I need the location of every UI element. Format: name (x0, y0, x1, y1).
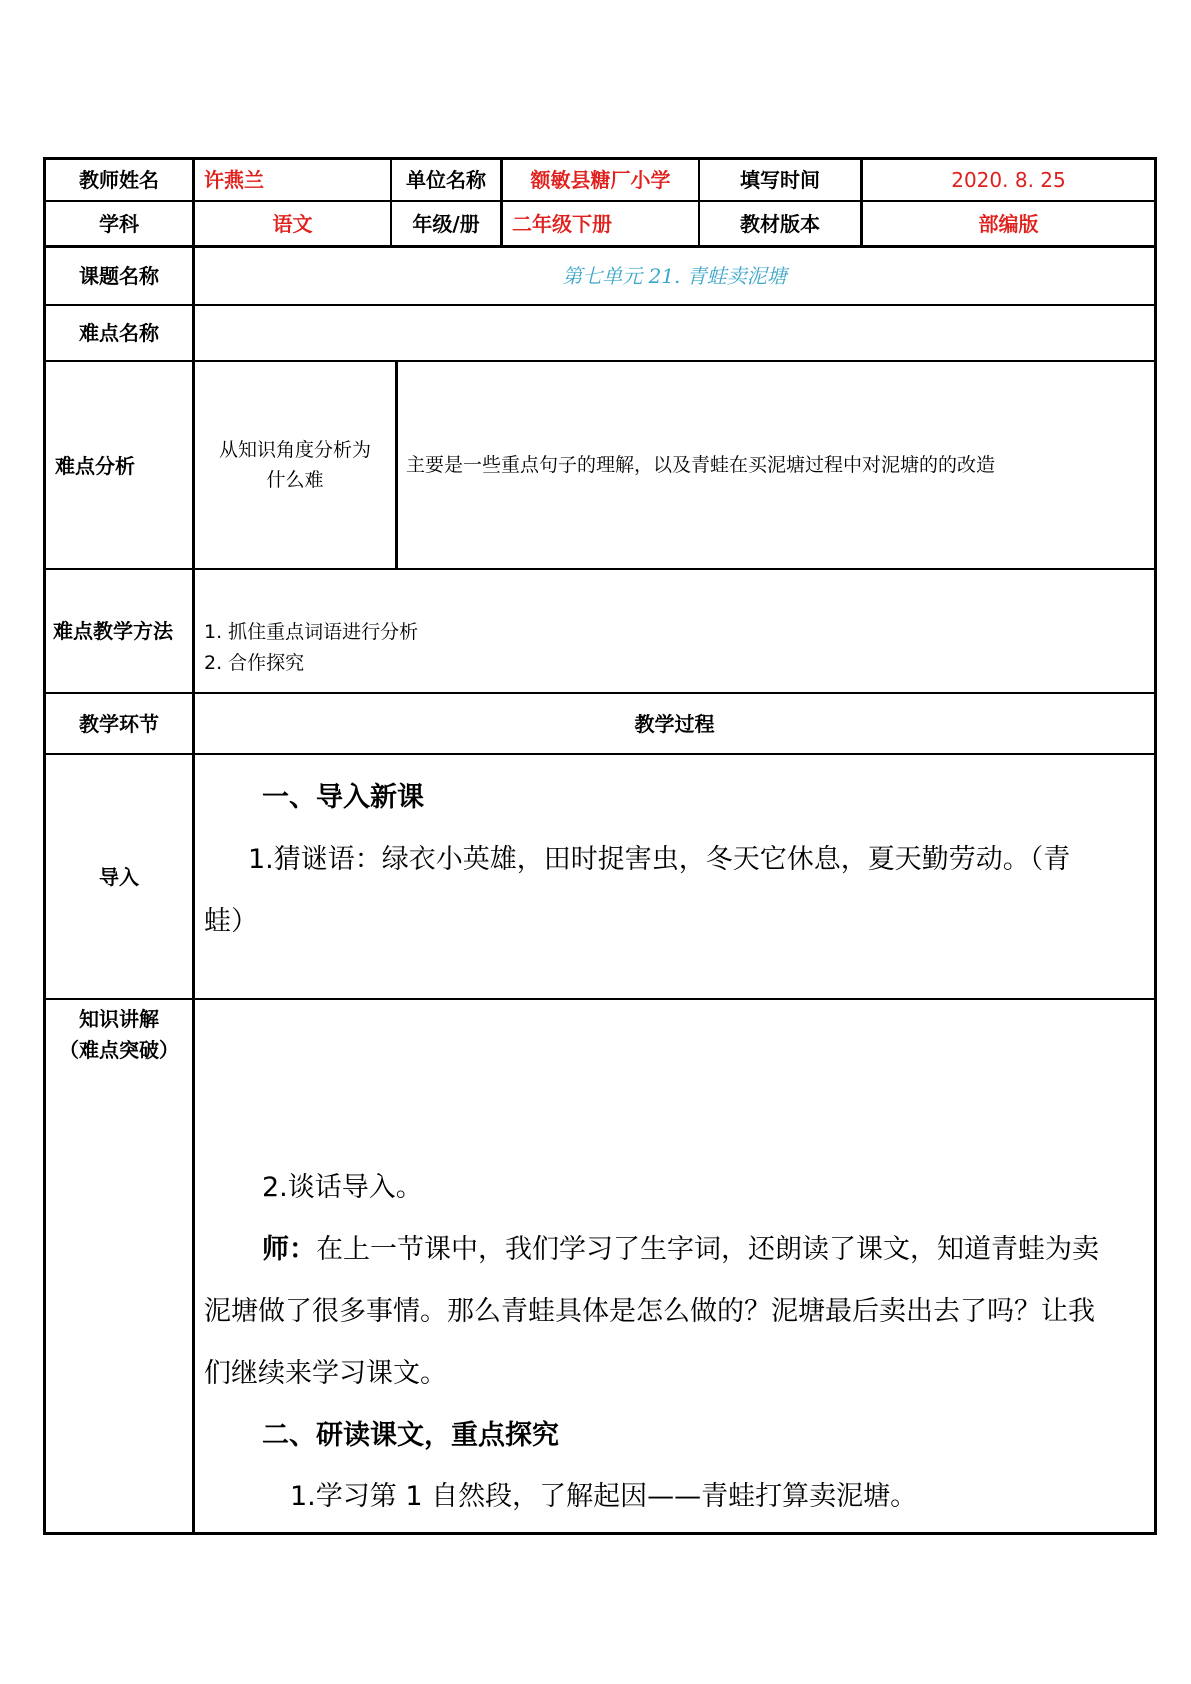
method-item: 2. 合作探究 (204, 652, 305, 674)
edition-label: 教材版本 (740, 212, 820, 236)
difficulty-analysis-label: 难点分析 (55, 454, 135, 478)
fill-date-value: 2020. 8. 25 (951, 168, 1066, 192)
table-border-top (43, 157, 1157, 160)
analysis-sublabel-line2: 什么难 (266, 469, 324, 491)
row-divider (43, 360, 1157, 362)
teacher-text: 在上一节课中，我们学习了生字词，还朗读了课文，知道青蛙为卖 (316, 1234, 1099, 1265)
subject-label: 学科 (99, 212, 139, 236)
grade-label: 年级/册 (412, 212, 480, 236)
table-border-right (1154, 157, 1157, 1535)
row-divider (43, 304, 1157, 306)
teaching-process-label: 教学过程 (634, 712, 715, 736)
table-border-left (43, 157, 46, 1535)
col-divider-analysis (395, 361, 398, 569)
row-divider (43, 568, 1157, 570)
knowledge-sublabel: （难点突破） (59, 1038, 179, 1062)
difficulty-name-label: 难点名称 (79, 321, 159, 345)
row-divider (43, 998, 1157, 1000)
table-border-bottom (43, 1532, 1157, 1535)
teacher-line2: 泥塘做了很多事情。那么青蛙具体是怎么做的？泥塘最后卖出去了吗？让我 (204, 1296, 1095, 1327)
unit-name-label: 单位名称 (406, 168, 486, 192)
teacher-prefix: 师： (262, 1234, 316, 1265)
method-item: 1. 抓住重点词语进行分析 (204, 621, 419, 643)
col-divider-label (192, 157, 195, 1535)
analysis-text: 主要是一些重点句子的理解，以及青蛙在买泥塘过程中对泥塘的的改造 (406, 454, 996, 476)
row-divider (43, 692, 1157, 694)
unit-name-value: 额敏县糖厂小学 (530, 168, 671, 192)
subject-value: 语文 (272, 212, 313, 236)
section2-heading: 二、研读课文，重点探究 (262, 1420, 559, 1451)
riddle-line1: 1.猜谜语：绿衣小英雄，田时捉害虫，冬天它休息，夏天勤劳动。（青 (248, 844, 1071, 875)
topic-label: 课题名称 (79, 264, 159, 288)
row-divider (43, 200, 1157, 202)
intro-heading: 一、导入新课 (262, 782, 424, 813)
knowledge-label: 知识讲解 (79, 1007, 159, 1031)
row-divider (43, 753, 1157, 755)
talk-heading: 2.谈话导入。 (262, 1172, 423, 1203)
edition-value: 部编版 (978, 212, 1039, 236)
grade-value: 二年级下册 (512, 212, 612, 236)
teacher-line3: 们继续来学习课文。 (204, 1358, 447, 1389)
riddle-line2: 蛙） (204, 906, 258, 937)
teacher-line1 (262, 1230, 1099, 1270)
teaching-section-label: 教学环节 (79, 712, 159, 736)
intro-label: 导入 (99, 865, 139, 889)
fill-date-label: 填写时间 (740, 168, 820, 192)
analysis-sublabel-line1: 从知识角度分析为 (218, 439, 371, 461)
teacher-name-value: 许燕兰 (204, 168, 264, 192)
topic-value: 第七单元 21. 青蛙卖泥塘 (562, 264, 787, 288)
study-item: 1.学习第 1 自然段，了解起因——青蛙打算卖泥塘。 (290, 1481, 918, 1512)
row-divider (43, 245, 1157, 248)
teacher-name-label: 教师姓名 (79, 168, 159, 192)
teaching-method-label: 难点教学方法 (53, 619, 173, 643)
